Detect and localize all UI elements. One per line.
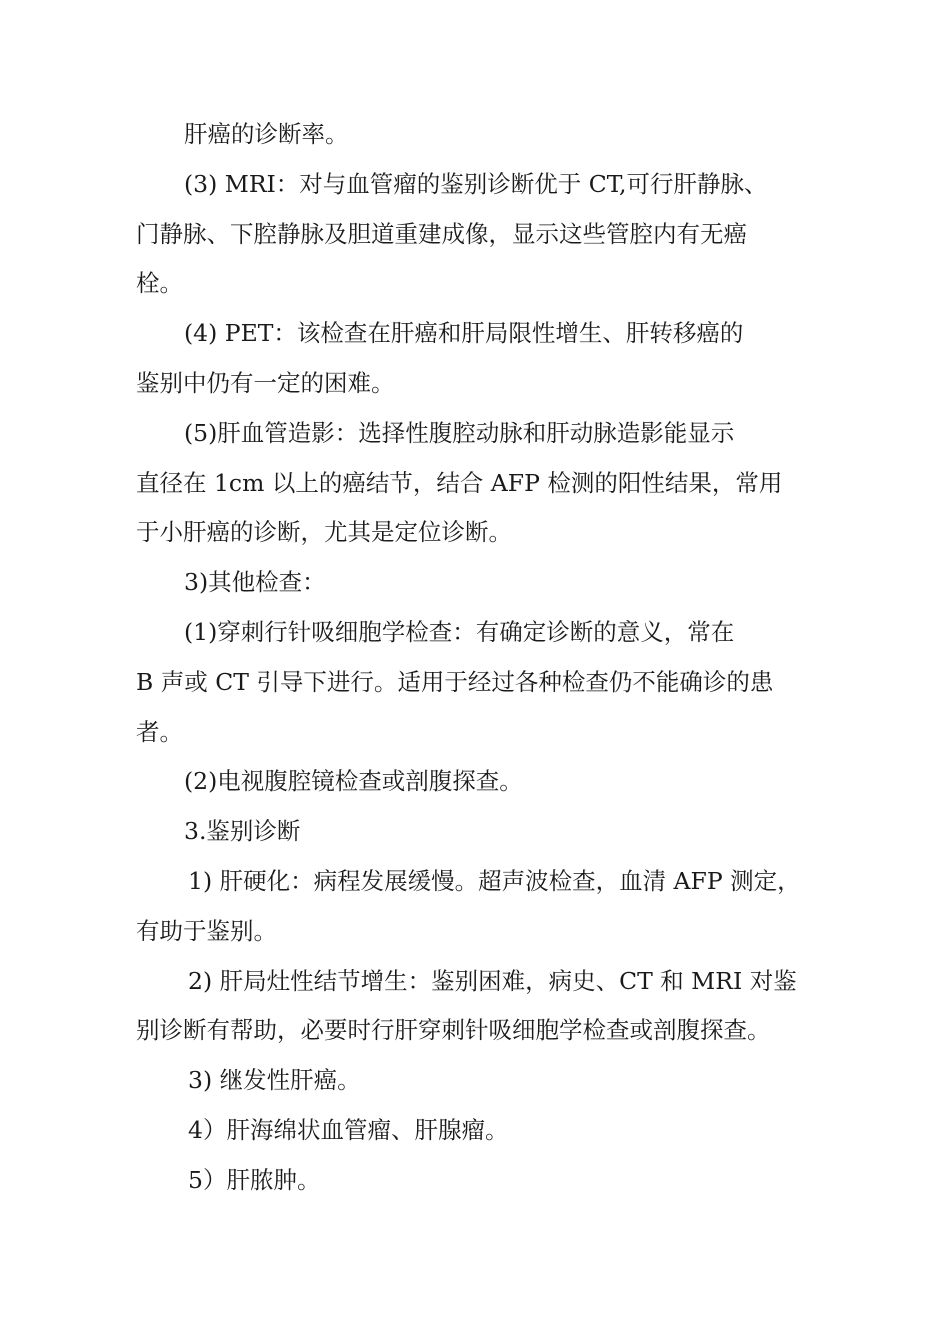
paragraph-line: (1)穿刺行针吸细胞学检查：有确定诊断的意义，常在 [184, 617, 735, 646]
paragraph-line: 肝癌的诊断率。 [184, 120, 349, 148]
paragraph-line: (2)电视腹腔镜检查或剖腹探查。 [184, 767, 523, 796]
list-item: 3) 继发性肝癌。 [188, 1066, 361, 1095]
paragraph-line: 于小肝癌的诊断，尤其是定位诊断。 [136, 518, 512, 547]
paragraph-line: 者。 [136, 717, 183, 746]
paragraph-line: (3) MRI：对与血管瘤的鉴别诊断优于 CT,可行肝静脉、 [184, 169, 768, 198]
paragraph-line: 1) 肝硬化：病程发展缓慢。超声波检查，血清 AFP 测定， [188, 866, 801, 895]
paragraph-line: 鉴别中仍有一定的困难。 [136, 368, 395, 397]
paragraph-line: 有助于鉴别。 [136, 916, 277, 945]
section-heading: 3)其他检查： [184, 568, 326, 597]
paragraph-line: 2) 肝局灶性结节增生：鉴别困难，病史、CT 和 MRI 对鉴 [188, 966, 797, 995]
document-body [136, 110, 821, 1206]
section-heading: 3.鉴别诊断 [184, 817, 301, 846]
paragraph-line: B 声或 CT 引导下进行。适用于经过各种检查仍不能确诊的患 [136, 667, 774, 696]
paragraph-line: 别诊断有帮助，必要时行肝穿刺针吸细胞学检查或剖腹探查。 [136, 1016, 771, 1045]
paragraph-line: 门静脉、下腔静脉及胆道重建成像，显示这些管腔内有无癌 [136, 219, 747, 248]
paragraph-line: (5)肝血管造影：选择性腹腔动脉和肝动脉造影能显示 [184, 418, 735, 447]
list-item: 5）肝脓肿。 [188, 1165, 321, 1194]
paragraph-line: (4) PET：该检查在肝癌和肝局限性增生、肝转移癌的 [184, 319, 744, 348]
list-item: 4）肝海绵状血管瘤、肝腺瘤。 [188, 1115, 509, 1144]
paragraph-line: 栓。 [136, 269, 183, 298]
paragraph-line: 直径在 1cm 以上的癌结节，结合 AFP 检测的阳性结果，常用 [136, 468, 783, 497]
